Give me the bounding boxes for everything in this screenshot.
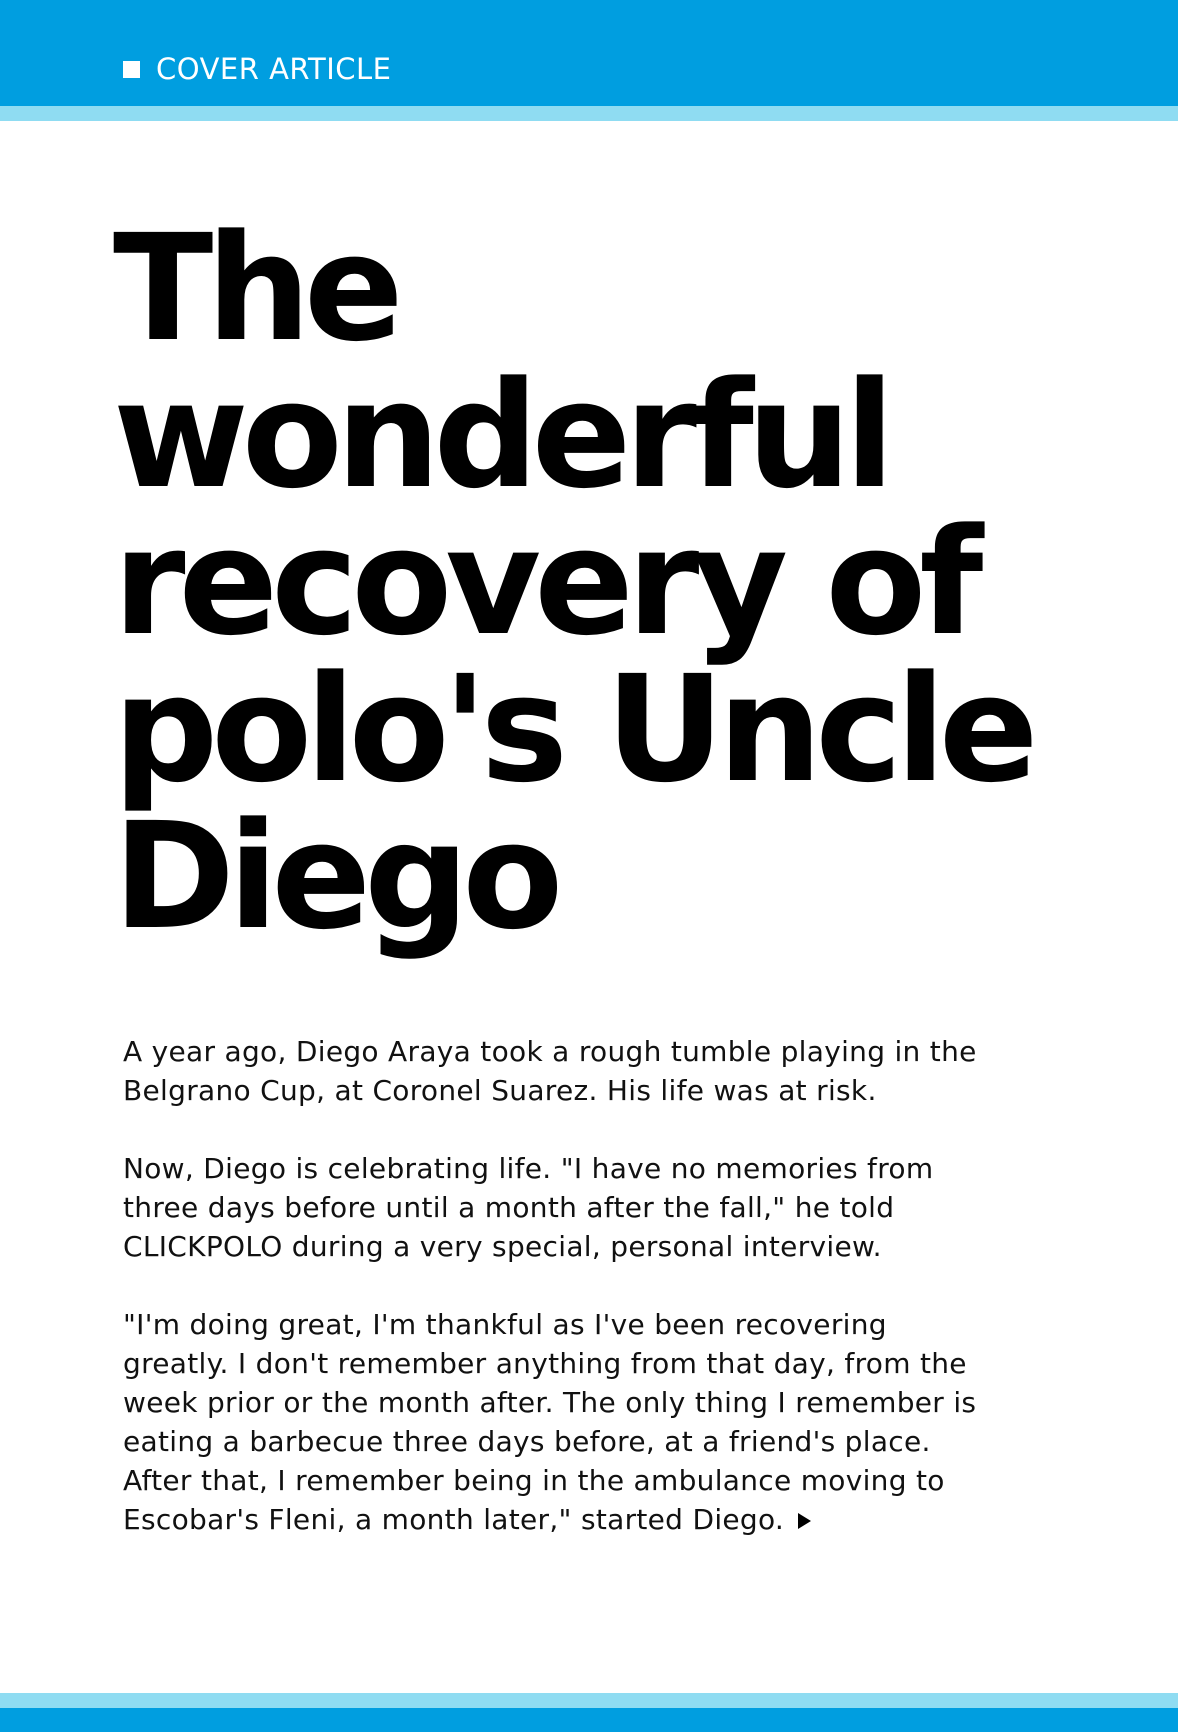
headline-line: polo's Uncle — [113, 644, 1032, 815]
paragraph-line: eating a barbecue three days before, at a friend's place. — [123, 1425, 931, 1458]
paragraph-line: greatly. I don't remember anything from that day, from the — [123, 1347, 967, 1380]
paragraph-quote-recovery — [123, 1305, 1083, 1539]
headline-line: Diego — [113, 791, 557, 962]
headline — [113, 203, 1133, 962]
paragraph-line: A year ago, Diego Araya took a rough tumble playing in the — [123, 1035, 977, 1068]
paragraph-line: Now, Diego is celebrating life. "I have no memories from — [123, 1152, 934, 1185]
play-triangle-icon — [798, 1513, 811, 1529]
paragraph-line: Belgrano Cup, at Coronel Suarez. His life was at risk. — [123, 1074, 877, 1107]
paragraph-line-text: Escobar's Fleni, a month later," started Diego. — [123, 1503, 785, 1536]
footer-bar — [0, 1708, 1178, 1732]
section-label-text: COVER ARTICLE — [156, 52, 392, 86]
headline-line: recovery of — [113, 497, 977, 668]
headline-line: The — [113, 203, 397, 374]
paragraph-line: three days before until a month after the fall," he told — [123, 1191, 895, 1224]
paragraph-line-last — [123, 1500, 1083, 1539]
paragraph-line: "I'm doing great, I'm thankful as I've been recovering — [123, 1308, 887, 1341]
paragraph-quote-memory — [123, 1149, 1083, 1266]
paragraph-line: week prior or the month after. The only thing I remember is — [123, 1386, 977, 1419]
paragraph-line: After that, I remember being in the ambulance moving to — [123, 1464, 945, 1497]
section-label — [123, 50, 391, 88]
footer-stripe — [0, 1693, 1178, 1708]
paragraph-intro — [123, 1032, 1083, 1110]
headline-line: wonderful — [113, 350, 888, 521]
article-body — [123, 1032, 1083, 1578]
header-stripe — [0, 106, 1178, 121]
square-icon — [123, 61, 140, 78]
paragraph-line: CLICKPOLO during a very special, personal interview. — [123, 1230, 882, 1263]
